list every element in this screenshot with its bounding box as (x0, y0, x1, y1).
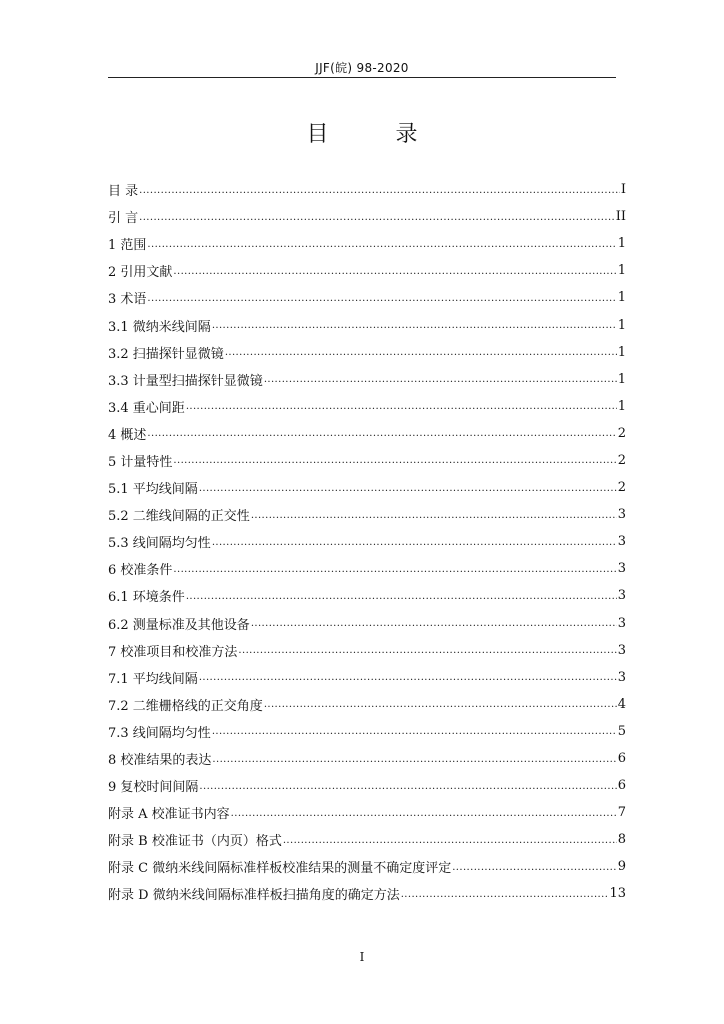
toc-entry[interactable] (108, 366, 626, 393)
toc-leader-dots (147, 236, 616, 252)
toc-entry-page: I (620, 182, 626, 198)
toc-entry-page: 2 (617, 452, 626, 468)
toc-entry-page: 3 (617, 615, 626, 631)
toc-entry[interactable] (108, 393, 626, 420)
toc-entry-label: 3.4 重心间距 (108, 400, 185, 416)
toc-leader-dots (212, 534, 617, 550)
toc-entry-label: 5.3 线间隔均匀性 (108, 536, 211, 552)
toc-leader-dots (225, 344, 617, 360)
toc-leader-dots (139, 209, 615, 225)
page-title: 目 录 (306, 122, 448, 147)
toc-entry-page: 1 (617, 236, 626, 252)
toc-entry-label: 3 术语 (108, 292, 147, 308)
toc-entry-label: 5 计量特性 (108, 454, 173, 470)
toc-entry-label: 3.1 微纳米线间隔 (108, 319, 211, 335)
toc-entry[interactable] (108, 826, 626, 853)
toc-leader-dots (283, 832, 617, 848)
table-of-contents (108, 176, 626, 908)
toc-leader-dots (238, 642, 616, 658)
toc-leader-dots (452, 859, 617, 875)
toc-entry-page: 4 (617, 696, 626, 712)
toc-entry-page: 1 (617, 317, 626, 333)
toc-entry-label: 4 概述 (108, 427, 147, 443)
toc-entry-page: 3 (617, 642, 626, 658)
toc-entry-page: 1 (617, 263, 626, 279)
toc-leader-dots (186, 588, 617, 604)
toc-leader-dots (199, 778, 616, 794)
toc-leader-dots (231, 805, 617, 821)
toc-entry-label: 附录 A 校准证书内容 (108, 807, 230, 823)
toc-entry[interactable] (108, 447, 626, 474)
toc-entry-label: 6.1 环境条件 (108, 590, 185, 606)
toc-entry-label: 5.2 二维线间隔的正交性 (108, 509, 250, 525)
toc-entry-label: 8 校准结果的表达 (108, 753, 212, 769)
toc-entry-label: 6 校准条件 (108, 563, 173, 579)
toc-entry-label: 引 言 (108, 211, 139, 227)
toc-entry-label: 7.3 线间隔均匀性 (108, 725, 211, 741)
toc-entry[interactable] (108, 853, 626, 880)
toc-leader-dots (212, 723, 617, 739)
toc-entry-label: 目 录 (108, 184, 139, 200)
toc-entry-label: 附录 D 微纳米线间隔标准样板扫描角度的确定方法 (108, 888, 400, 904)
toc-entry[interactable] (108, 339, 626, 366)
toc-entry-label: 7.1 平均线间隔 (108, 671, 198, 687)
toc-entry-page: 3 (617, 534, 626, 550)
toc-entry[interactable] (108, 772, 626, 799)
toc-entry[interactable] (108, 799, 626, 826)
toc-entry[interactable] (108, 420, 626, 447)
toc-leader-dots (147, 425, 616, 441)
toc-entry-page: 1 (617, 344, 626, 360)
toc-entry-page: 7 (617, 805, 626, 821)
toc-entry[interactable] (108, 528, 626, 555)
toc-entry[interactable] (108, 582, 626, 609)
toc-leader-dots (264, 696, 617, 712)
toc-leader-dots (147, 290, 616, 306)
toc-entry-page: 5 (617, 723, 626, 739)
toc-entry[interactable] (108, 311, 626, 338)
toc-entry-page: 3 (617, 588, 626, 604)
toc-entry-page: II (615, 209, 626, 225)
toc-entry-label: 1 范围 (108, 238, 147, 254)
header-rule (108, 77, 616, 78)
toc-entry-page: 1 (617, 371, 626, 387)
toc-entry[interactable] (108, 203, 626, 230)
toc-leader-dots (199, 669, 617, 685)
toc-entry-label: 7.2 二维栅格线的正交角度 (108, 698, 263, 714)
toc-entry-page: 6 (617, 751, 626, 767)
toc-entry-page: 3 (617, 669, 626, 685)
toc-entry-label: 附录 B 校准证书（内页）格式 (108, 834, 282, 850)
toc-entry[interactable] (108, 718, 626, 745)
toc-entry[interactable] (108, 230, 626, 257)
toc-leader-dots (212, 751, 616, 767)
toc-entry[interactable] (108, 664, 626, 691)
toc-entry-page: 8 (617, 832, 626, 848)
toc-entry-label: 9 复校时间间隔 (108, 780, 199, 796)
toc-entry[interactable] (108, 257, 626, 284)
toc-entry[interactable] (108, 691, 626, 718)
toc-leader-dots (173, 452, 616, 468)
toc-entry-page: 1 (617, 290, 626, 306)
toc-entry-label: 3.3 计量型扫描探针显微镜 (108, 373, 263, 389)
toc-entry-label: 3.2 扫描探针显微镜 (108, 346, 224, 362)
toc-entry-label: 7 校准项目和校准方法 (108, 644, 238, 660)
toc-leader-dots (186, 398, 617, 414)
page-number: I (359, 950, 365, 964)
toc-entry-label: 附录 C 微纳米线间隔标准样板校准结果的测量不确定度评定 (108, 861, 452, 877)
toc-entry[interactable] (108, 555, 626, 582)
running-header: JJF(皖) 98-2020 (315, 61, 409, 75)
toc-entry[interactable] (108, 880, 626, 907)
toc-entry-label: 6.2 测量标准及其他设备 (108, 617, 250, 633)
toc-leader-dots (139, 182, 620, 198)
toc-entry-label: 2 引用文献 (108, 265, 173, 281)
toc-leader-dots (212, 317, 617, 333)
toc-entry-page: 1 (617, 398, 626, 414)
toc-leader-dots (173, 263, 616, 279)
toc-entry[interactable] (108, 501, 626, 528)
toc-leader-dots (264, 371, 617, 387)
toc-entry[interactable] (108, 610, 626, 637)
toc-entry-page: 3 (617, 507, 626, 523)
toc-entry-page: 6 (617, 778, 626, 794)
toc-entry[interactable] (108, 474, 626, 501)
toc-leader-dots (251, 615, 617, 631)
toc-entry[interactable] (108, 745, 626, 772)
toc-leader-dots (401, 886, 609, 902)
toc-entry[interactable] (108, 284, 626, 311)
toc-leader-dots (251, 507, 617, 523)
toc-entry-page: 13 (609, 886, 626, 902)
toc-leader-dots (199, 480, 617, 496)
toc-entry-page: 2 (617, 480, 626, 496)
toc-entry[interactable] (108, 176, 626, 203)
toc-entry-label: 5.1 平均线间隔 (108, 482, 198, 498)
toc-entry[interactable] (108, 637, 626, 664)
toc-entry-page: 2 (617, 425, 626, 441)
toc-entry-page: 3 (617, 561, 626, 577)
toc-leader-dots (173, 561, 616, 577)
toc-entry-page: 9 (617, 859, 626, 875)
